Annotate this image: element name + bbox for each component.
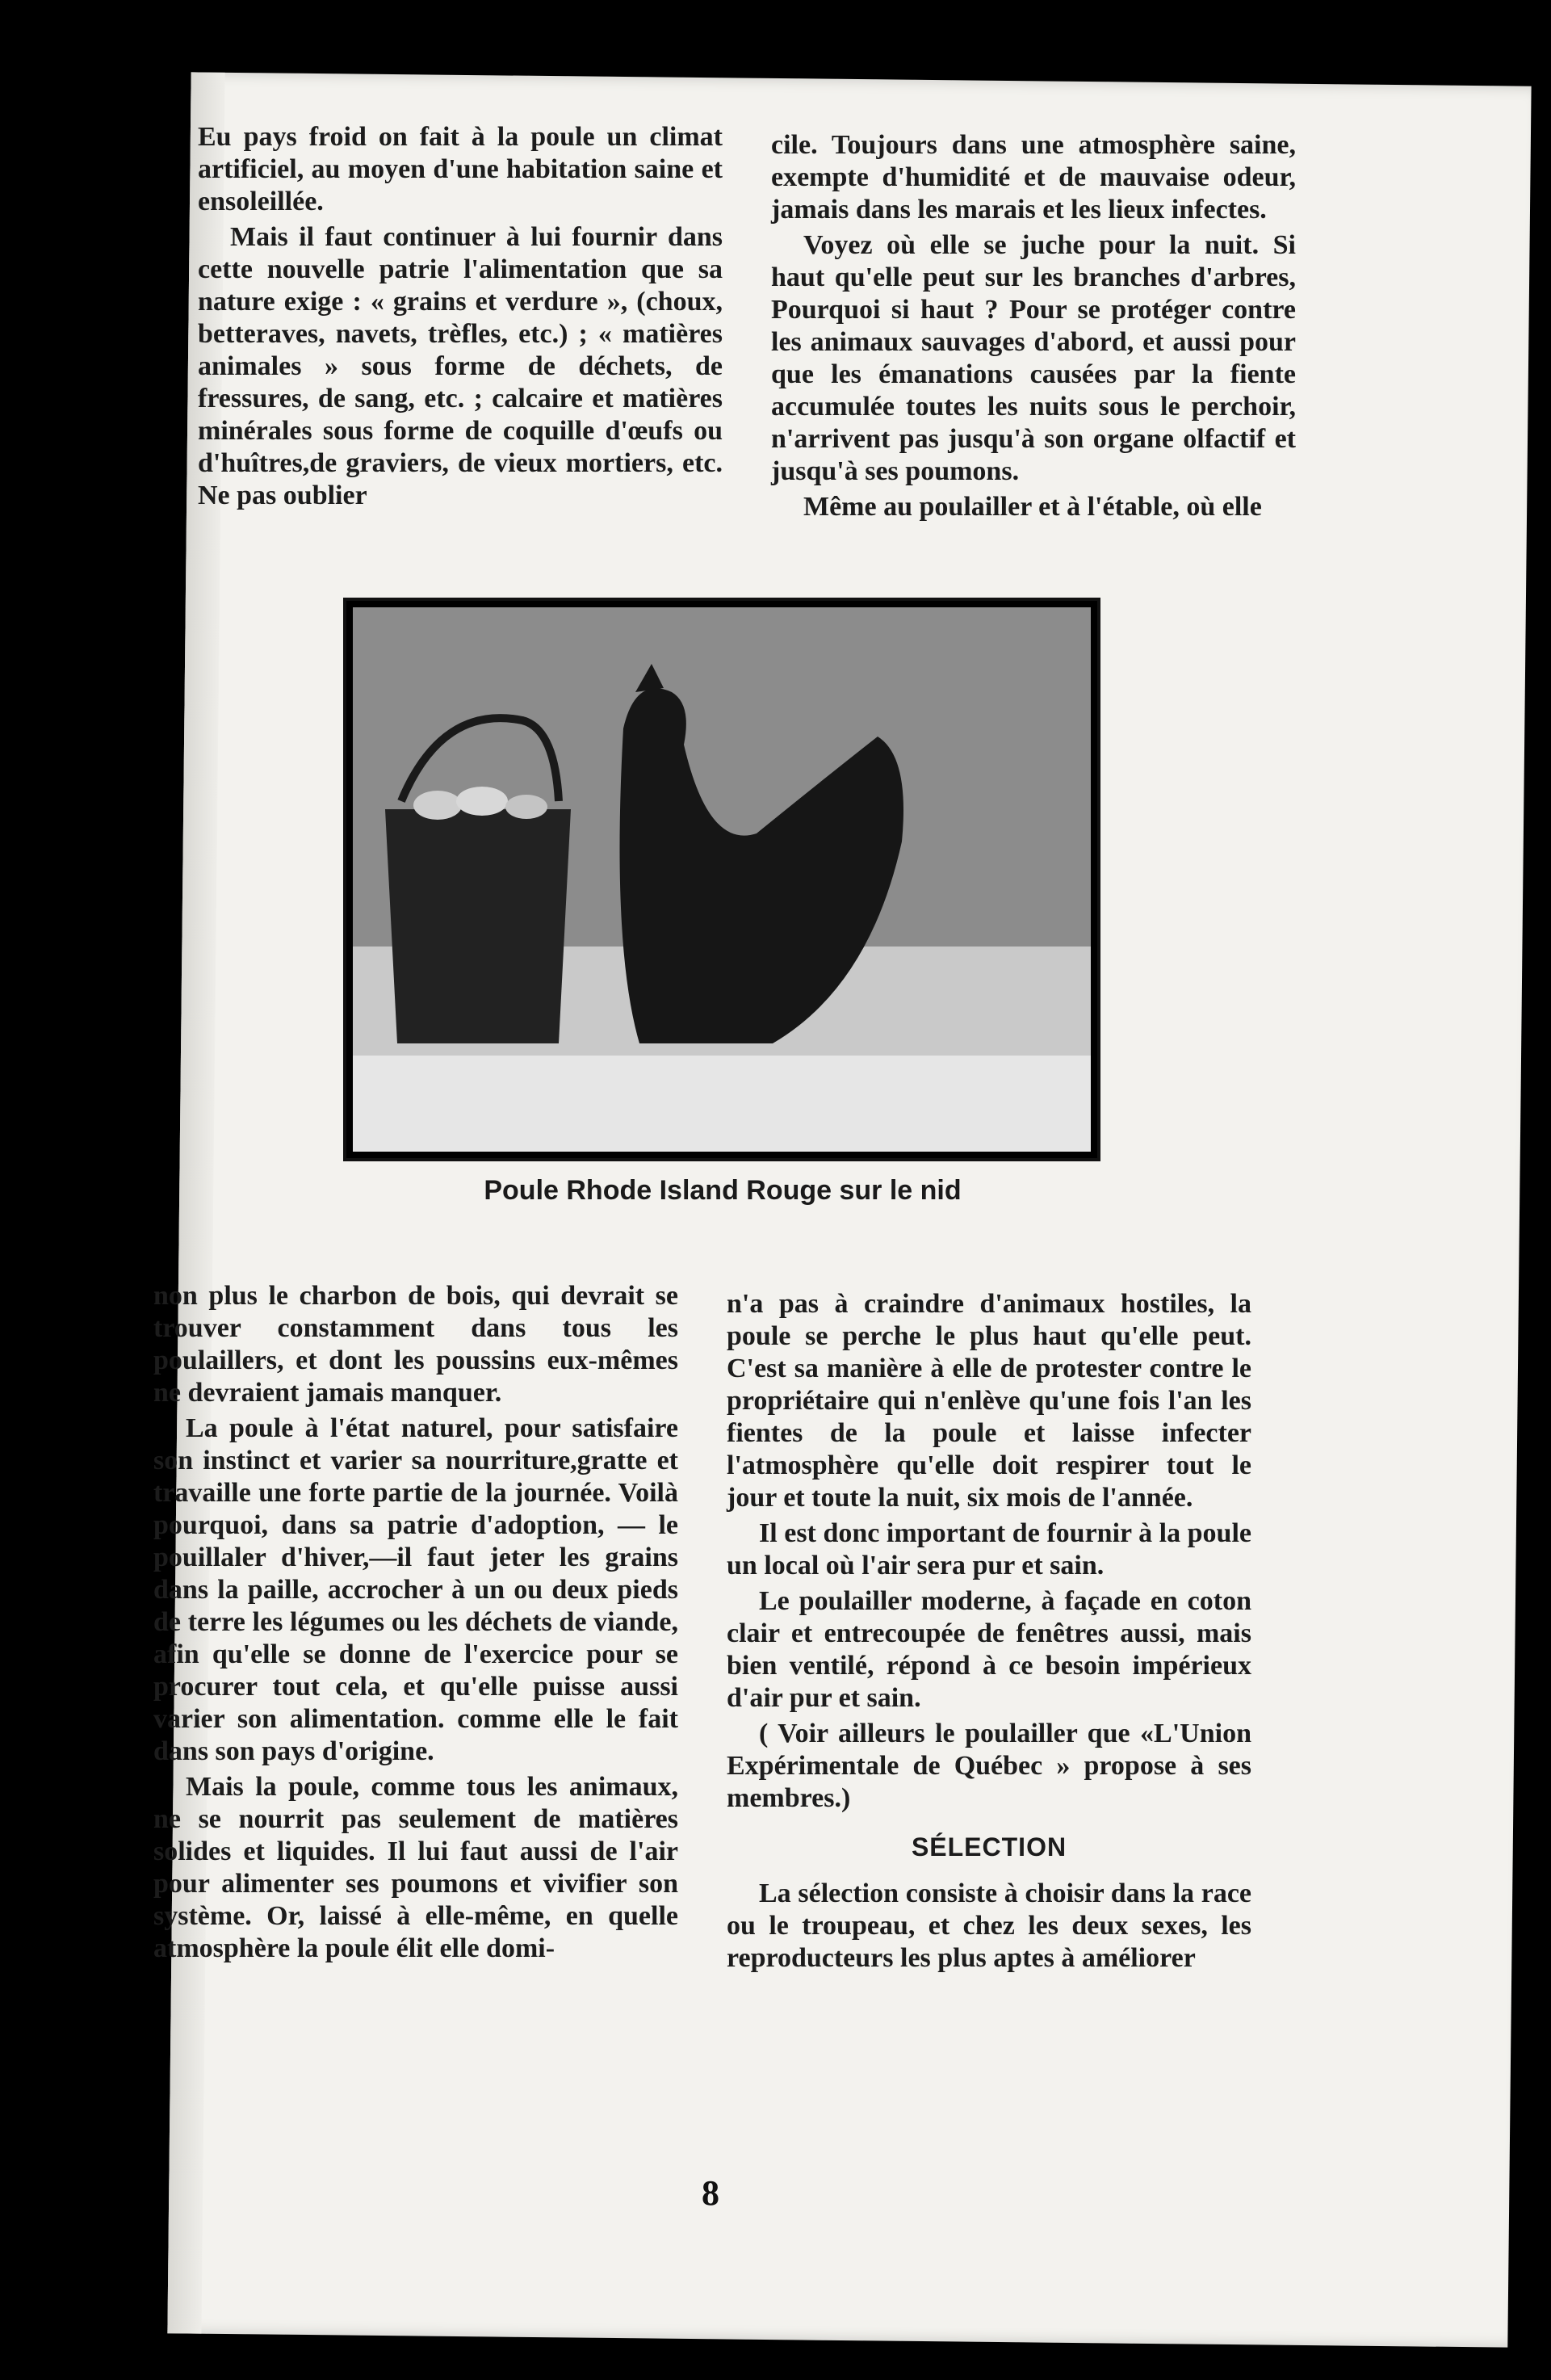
column-bottom-left — [153, 1280, 678, 1968]
paragraph: n'a pas à craindre d'animaux hostiles, la poule se perche le plus haut qu'elle peut. C'est sa manière à elle de protester contre le propriétaire qui n'enlève qu'une fois l'an les fientes de la poule et laisse infecter l'atmosphère qu'elle doit respirer tout le jour et toute la nuit, six mois de l'année. — [727, 1289, 1251, 1513]
photo-caption: Poule Rhode Island Rouge sur le nid — [484, 1175, 962, 1206]
paragraph: Voyez où elle se juche pour la nuit. Si haut qu'elle peut sur les branches d'arbres, Pourquoi si haut ? Pour se protéger contre les animaux sauvages d'abord, et aussi pour que les émanations causées par la fiente accumulée toutes les nuits sous le perchoir, n'arrivent pas jusqu'à son organe olfactif et jusqu'à ses poumons. — [771, 230, 1296, 486]
column-top-left — [198, 121, 723, 515]
paragraph: non plus le charbon de bois, qui devrait se trouver constamment dans tous les poulaillers, et dont les poussins eux-mêmes ne devraient jamais manquer. — [153, 1281, 678, 1408]
paragraph: La sélection consiste à choisir dans la race ou le troupeau, et chez les deux sexes, les reproducteurs les plus aptes à améliorer — [727, 1878, 1251, 1973]
paragraph: ( Voir ailleurs le poulailler que «L'Union Expérimentale de Québec » propose à ses membres.) — [727, 1719, 1251, 1813]
paragraph: Même au poulailler et à l'étable, où elle — [803, 492, 1262, 522]
paragraph: Mais il faut continuer à lui fournir dans cette nouvelle patrie l'alimentation que sa nature exige : « grains et verdure », (choux, betteraves, navets, trèfles, etc.) ; « matières animales » sous forme de déchets, de fressures, de sang, etc. ; calcaire et matières minérales sous forme de coquille d'œufs ou d'huîtres,de graviers, de vieux mortiers, etc. Ne pas oublier — [198, 222, 723, 510]
paragraph: Mais la poule, comme tous les animaux, ne se nourrit pas seulement de matières solides et liquides. Il lui faut aussi de l'air pour alimenter ses poumons et vivifier son système. Or, laissé à elle-même, en quelle atmosphère la poule élit elle domi- — [153, 1772, 678, 1963]
section-heading: SÉLECTION — [911, 1832, 1067, 1862]
hen-photograph — [343, 598, 1100, 1161]
basket — [385, 809, 571, 1043]
paragraph: La poule à l'état naturel, pour satisfaire son instinct et varier sa nourriture,gratte et travaille une forte partie de la journée. Voilà pourquoi, dans sa patrie d'adoption, — le pouillaler d'hiver,—il faut jeter les grains dans la paille, accrocher à un ou deux pieds de terre les légumes ou les déchets de viande, afin qu'elle se donne de l'exercice pour se procurer tout cela, et qu'elle puisse aussi varier son alimentation. comme elle le fait dans son pays d'origine. — [153, 1413, 678, 1766]
paragraph: Eu pays froid on fait à la poule un climat artificiel, au moyen d'une habitation saine et ensoleillée. — [198, 122, 723, 216]
column-top-right — [771, 129, 1296, 527]
column-bottom-right — [727, 1288, 1251, 1978]
photo-illustration — [353, 607, 1091, 1152]
photo-image — [353, 607, 1091, 1152]
paragraph: cile. Toujours dans une atmosphère saine, exempte d'humidité et de mauvaise odeur, jamais dans les marais et les lieux infectes. — [771, 130, 1296, 225]
paragraph: Il est donc important de fournir à la poule un local où l'air sera pur et sain. — [727, 1518, 1251, 1580]
paragraph: Le poulailler moderne, à façade en coton clair et entrecoupée de fenêtres aussi, mais bien ventilé, répond à ce besoin impérieux d'air pur et sain. — [727, 1586, 1251, 1713]
page-number: 8 — [702, 2173, 719, 2213]
